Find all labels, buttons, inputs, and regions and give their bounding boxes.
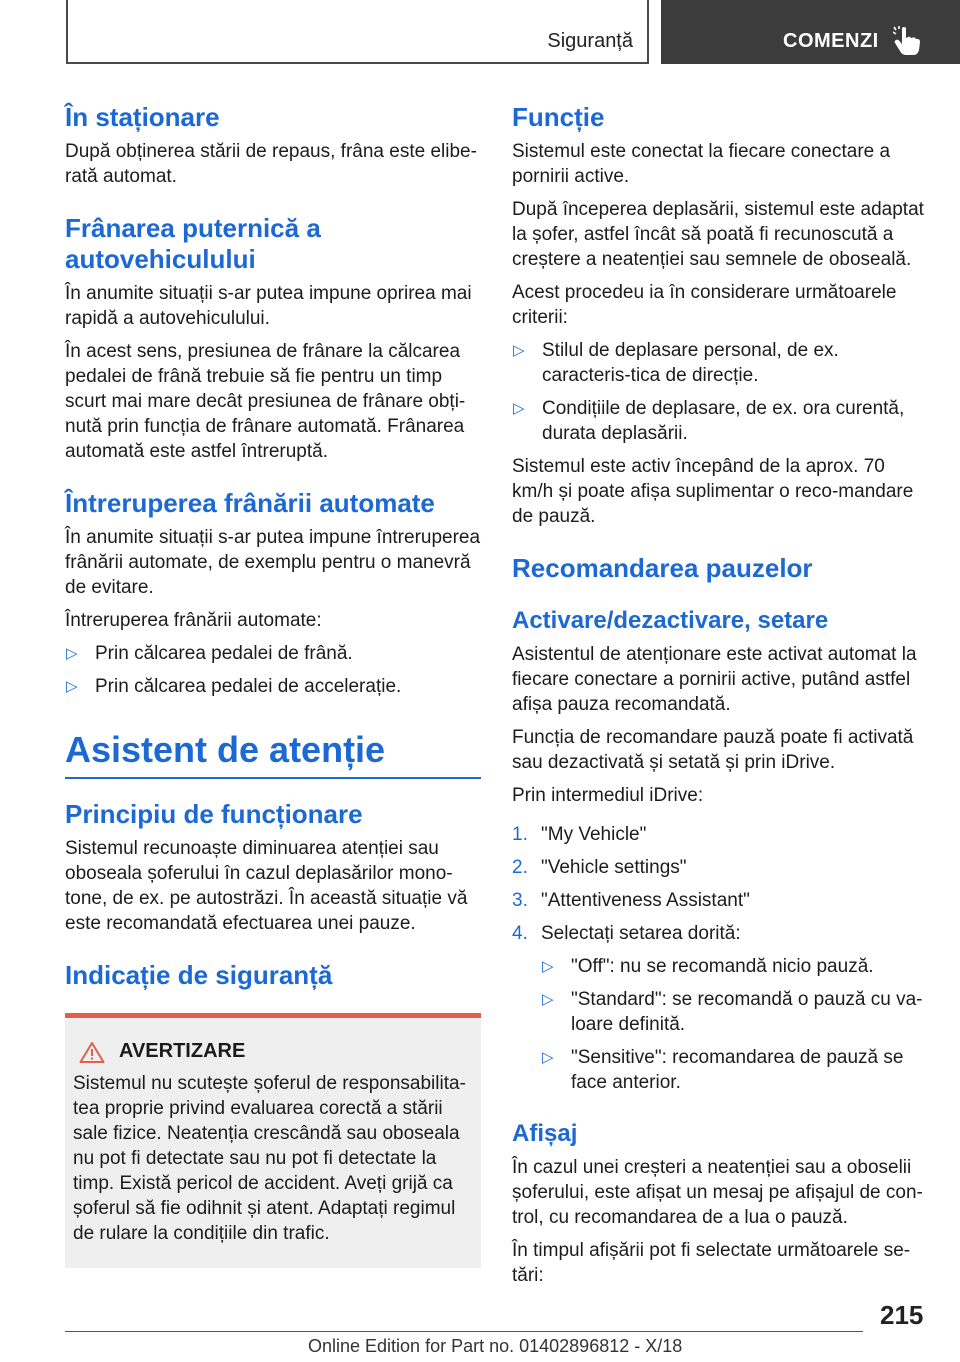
- list-item: [512, 396, 928, 446]
- interrupt-p1: În anumite situații s-ar putea impune întreruperea frânării automate, de exemplu pentru o manevră de evitare.: [65, 527, 481, 598]
- list-item: [65, 674, 481, 699]
- display-title: Afișaj: [512, 1120, 578, 1147]
- option-list: [512, 954, 928, 1095]
- break-title: Recomandarea pauzelor: [512, 553, 813, 583]
- step-text: "My Vehicle": [541, 824, 647, 845]
- warning-header: [73, 1040, 473, 1063]
- chapter-tab-label: COMENZI: [783, 30, 879, 52]
- bullet-icon: ▷: [66, 678, 78, 695]
- step-number: 4.: [512, 923, 528, 944]
- display-p1: În cazul unei creșteri a neatenției sau a oboselii șoferului, este afișat un mesaj pe afișajul de con-trol, cu recomandarea de a lua o pauză.: [512, 1157, 923, 1228]
- interrupt-p2: Întreruperea frânării automate:: [65, 610, 322, 631]
- step-number: 3.: [512, 890, 528, 911]
- hand-pointer-icon: [893, 26, 921, 56]
- title-rule: [65, 777, 481, 779]
- list-item-text: Condițiile de deplasare, de ex. ora curentă, durata deplasării.: [542, 398, 905, 444]
- assistant-title: Asistent de atenție: [65, 729, 386, 770]
- strong-braking-p1: În anumite situații s-ar putea impune oprirea mai rapidă a autovehiculului.: [65, 283, 472, 329]
- step-text: "Attentiveness Assistant": [541, 890, 750, 911]
- step-text: Selectați setarea dorită:: [541, 923, 741, 944]
- warning-label: AVERTIZARE: [119, 1040, 246, 1062]
- display-p2: În timpul afișării pot fi selectate următoarele se-tări:: [512, 1240, 911, 1286]
- function-p3: Acest procedeu ia în considerare următoarele criterii:: [512, 282, 897, 328]
- bullet-icon: ▷: [66, 645, 78, 662]
- principle-text: Sistemul recunoaște diminuarea atenției sau oboseala șoferului în cazul deplasărilor mono-tone, de ex. pe autostrăzi. În această situație vă este recomandată efectuarea unei pauze.: [65, 838, 468, 934]
- list-item: [541, 987, 928, 1037]
- step-item: [512, 921, 928, 946]
- left-column: [65, 102, 481, 1268]
- stationary-text: După obținerea stării de repaus, frâna este elibe-rată automat.: [65, 141, 477, 187]
- bullet-icon: ▷: [542, 991, 554, 1008]
- list-item: [541, 954, 928, 979]
- chapter-tab: [661, 0, 960, 64]
- activate-title: Activare/dezactivare, setare: [512, 607, 829, 634]
- page-number: 215: [880, 1300, 924, 1330]
- function-title: Funcție: [512, 102, 605, 132]
- list-item-text: Prin călcarea pedalei de accelerație.: [95, 676, 402, 697]
- step-item: [512, 888, 928, 913]
- bullet-icon: ▷: [542, 1049, 554, 1066]
- footer-rule: [65, 1331, 863, 1332]
- section-tab: [66, 0, 649, 64]
- function-p4: Sistemul este activ începând de la aprox. 70 km/h și poate afișa suplimentar o reco-mandare de pauză.: [512, 456, 914, 527]
- list-item: [541, 1045, 928, 1095]
- bullet-icon: ▷: [542, 958, 554, 975]
- activate-p1: Asistentul de atenționare este activat automat la fiecare conectare a pornirii active, putând astfel afișa pauza recomandată.: [512, 644, 917, 715]
- section-tab-label: Siguranță: [547, 30, 633, 52]
- step-text: "Vehicle settings": [541, 857, 687, 878]
- activate-p2: Funcția de recomandare pauză poate fi activată sau dezactivată și setată și prin iDrive.: [512, 727, 914, 773]
- step-item: [512, 855, 928, 880]
- function-p2: După începerea deplasării, sistemul este adaptat la șofer, astfel încât să poată fi recunoscută a creștere a neatenției sau semnele de oboseală.: [512, 199, 924, 270]
- interrupt-title: Întreruperea frânării automate: [65, 488, 435, 518]
- function-p1: Sistemul este conectat la fiecare conectare a pornirii active.: [512, 141, 891, 187]
- list-item-text: "Sensitive": recomandarea de pauză se face anterior.: [571, 1047, 904, 1093]
- stationary-title: În staționare: [65, 102, 220, 132]
- bullet-icon: ▷: [513, 342, 525, 359]
- right-column: [512, 102, 928, 1296]
- warning-triangle-icon: [79, 1041, 105, 1063]
- strong-braking-title: Frânarea puternică a autovehiculului: [65, 213, 321, 274]
- list-item: [65, 641, 481, 666]
- list-item-text: Stilul de deplasare personal, de ex. caracteris-tica de direcție.: [542, 340, 839, 386]
- step-number: 1.: [512, 824, 528, 845]
- strong-braking-p2: În acest sens, presiunea de frânare la călcarea pedalei de frână trebuie să fie pentru un timp scurt mai mare decât presiunea de frânare obți-nută prin funcția de frânare automată. Frânarea automată este astfel întreruptă.: [65, 341, 466, 462]
- list-item-text: Prin călcarea pedalei de frână.: [95, 643, 353, 664]
- list-item: [512, 338, 928, 388]
- list-item-text: "Standard": se recomandă o pauză cu va-loare definită.: [571, 989, 923, 1035]
- list-item-text: "Off": nu se recomandă nicio pauză.: [571, 956, 874, 977]
- warning-text: Sistemul nu scutește șoferul de responsabilita-tea proprie privind evaluarea corectă a stării sale fizice. Neatenția crescândă sau oboseala nu pot fi detectate sau nu pot fi detectate la timp. Există pericol de accident. Aveți grijă ca șoferul să fie odihnit și atent. Adaptați regimul de rulare la condițiile din trafic.: [73, 1073, 466, 1244]
- step-number: 2.: [512, 857, 528, 878]
- safety-title: Indicație de siguranță: [65, 960, 333, 990]
- warning-box: [65, 1018, 481, 1268]
- footer-edition: Online Edition for Part no. 01402896812 - X/18: [308, 1336, 683, 1356]
- principle-title: Principiu de funcționare: [65, 799, 363, 829]
- step-item: [512, 822, 928, 847]
- activate-p3: Prin intermediul iDrive:: [512, 785, 704, 806]
- bullet-icon: ▷: [513, 400, 525, 417]
